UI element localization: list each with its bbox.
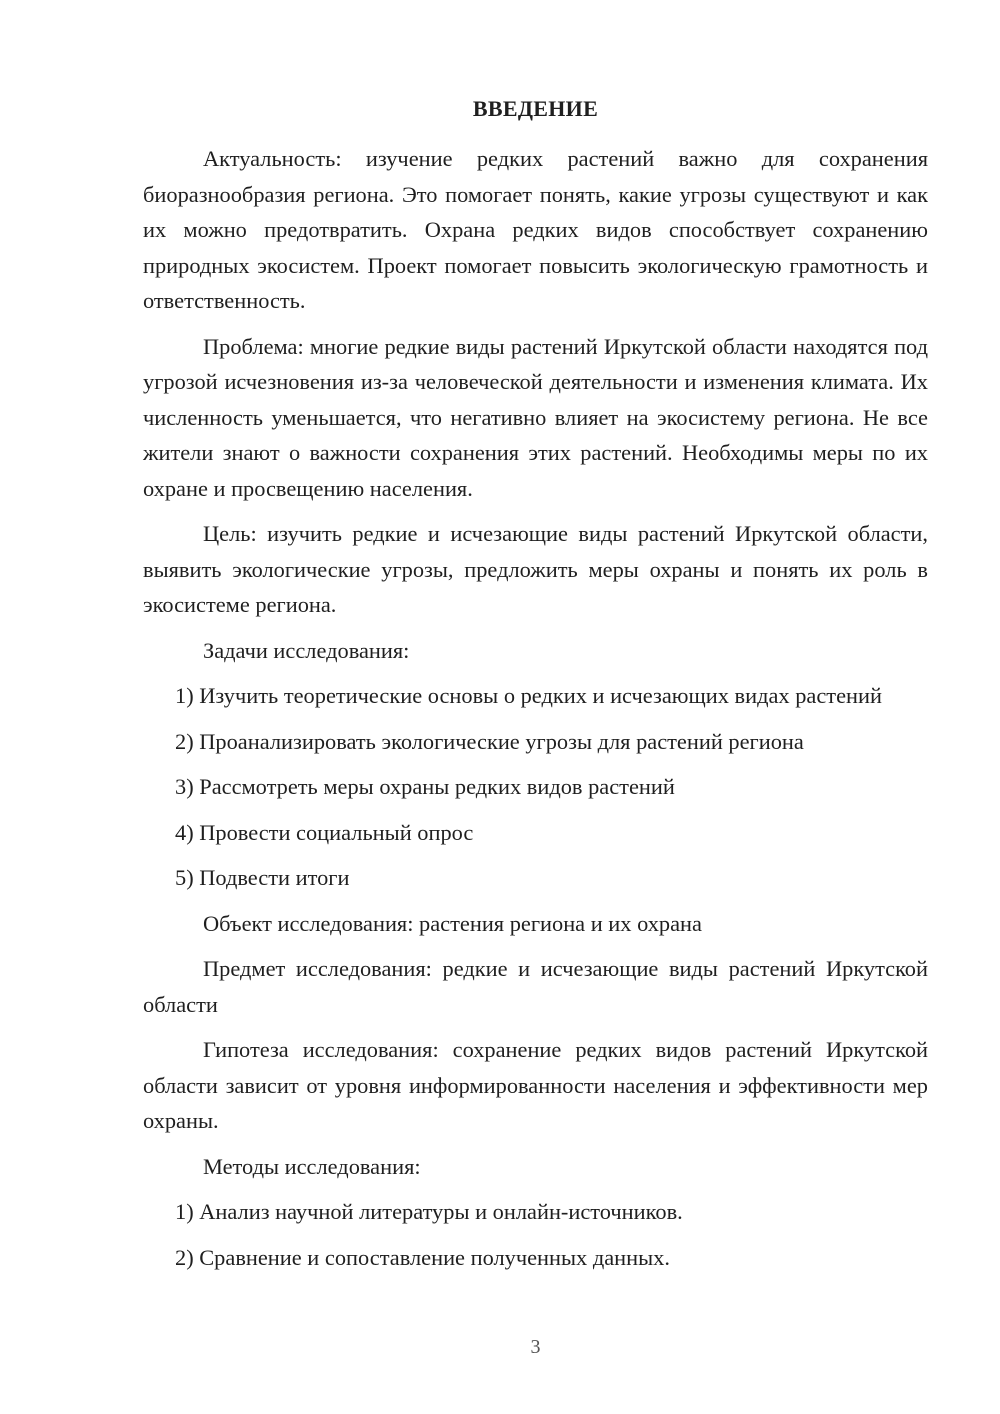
paragraph-problem: Проблема: многие редкие виды растений Иркутской области находятся под угрозой исчезновения из-за человеческой деятельности и изменения климата. Их численность уменьшается, что негативно влияет на экосистему региона. Не все жители знают о важности сохранения этих растений. Необходимы меры по их охране и просвещению населения. [143,333,928,501]
document-page [143,0,928,1414]
page-number: 3 [530,1336,541,1358]
method-item-2: 2) Сравнение и сопоставление полученных данных. [175,1244,670,1270]
paragraph-hypothesis: Гипотеза исследования: сохранение редких видов растений Иркутской области зависит от уровня информированности населения и эффективности мер охраны. [143,1037,928,1133]
task-item-2: 2) Проанализировать экологические угрозы для растений региона [175,728,804,754]
document-body [143,141,928,1285]
task-item-4: 4) Провести социальный опрос [175,819,474,845]
methods-heading: Методы исследования: [203,1153,421,1179]
tasks-heading: Задачи исследования: [203,637,410,663]
paragraph-subject: Предмет исследования: редкие и исчезающие виды растений Иркутской области [143,956,928,1017]
task-item-5: 5) Подвести итоги [175,865,350,890]
paragraph-relevance: Актуальность: изучение редких растений важно для сохранения биоразнообразия региона. Это помогает понять, какие угрозы существуют и как их можно предотвратить. Охрана редких видов способствует сохранению природных экосистем. Проект помогает повысить экологическую грамотность и ответственность. [143,146,928,313]
paragraph-goal: Цель: изучить редкие и исчезающие виды растений Иркутской области, выявить экологические угрозы, предложить меры охраны и понять их роль в экосистеме региона. [143,521,928,617]
task-item-3: 3) Рассмотреть меры охраны редких видов растений [175,774,675,799]
method-item-1: 1) Анализ научной литературы и онлайн-источников. [175,1199,683,1224]
page-title: ВВЕДЕНИЕ [472,96,599,121]
paragraph-object: Объект исследования: растения региона и их охрана [203,910,702,936]
task-item-1: 1) Изучить теоретические основы о редких и исчезающих видах растений [175,683,882,708]
